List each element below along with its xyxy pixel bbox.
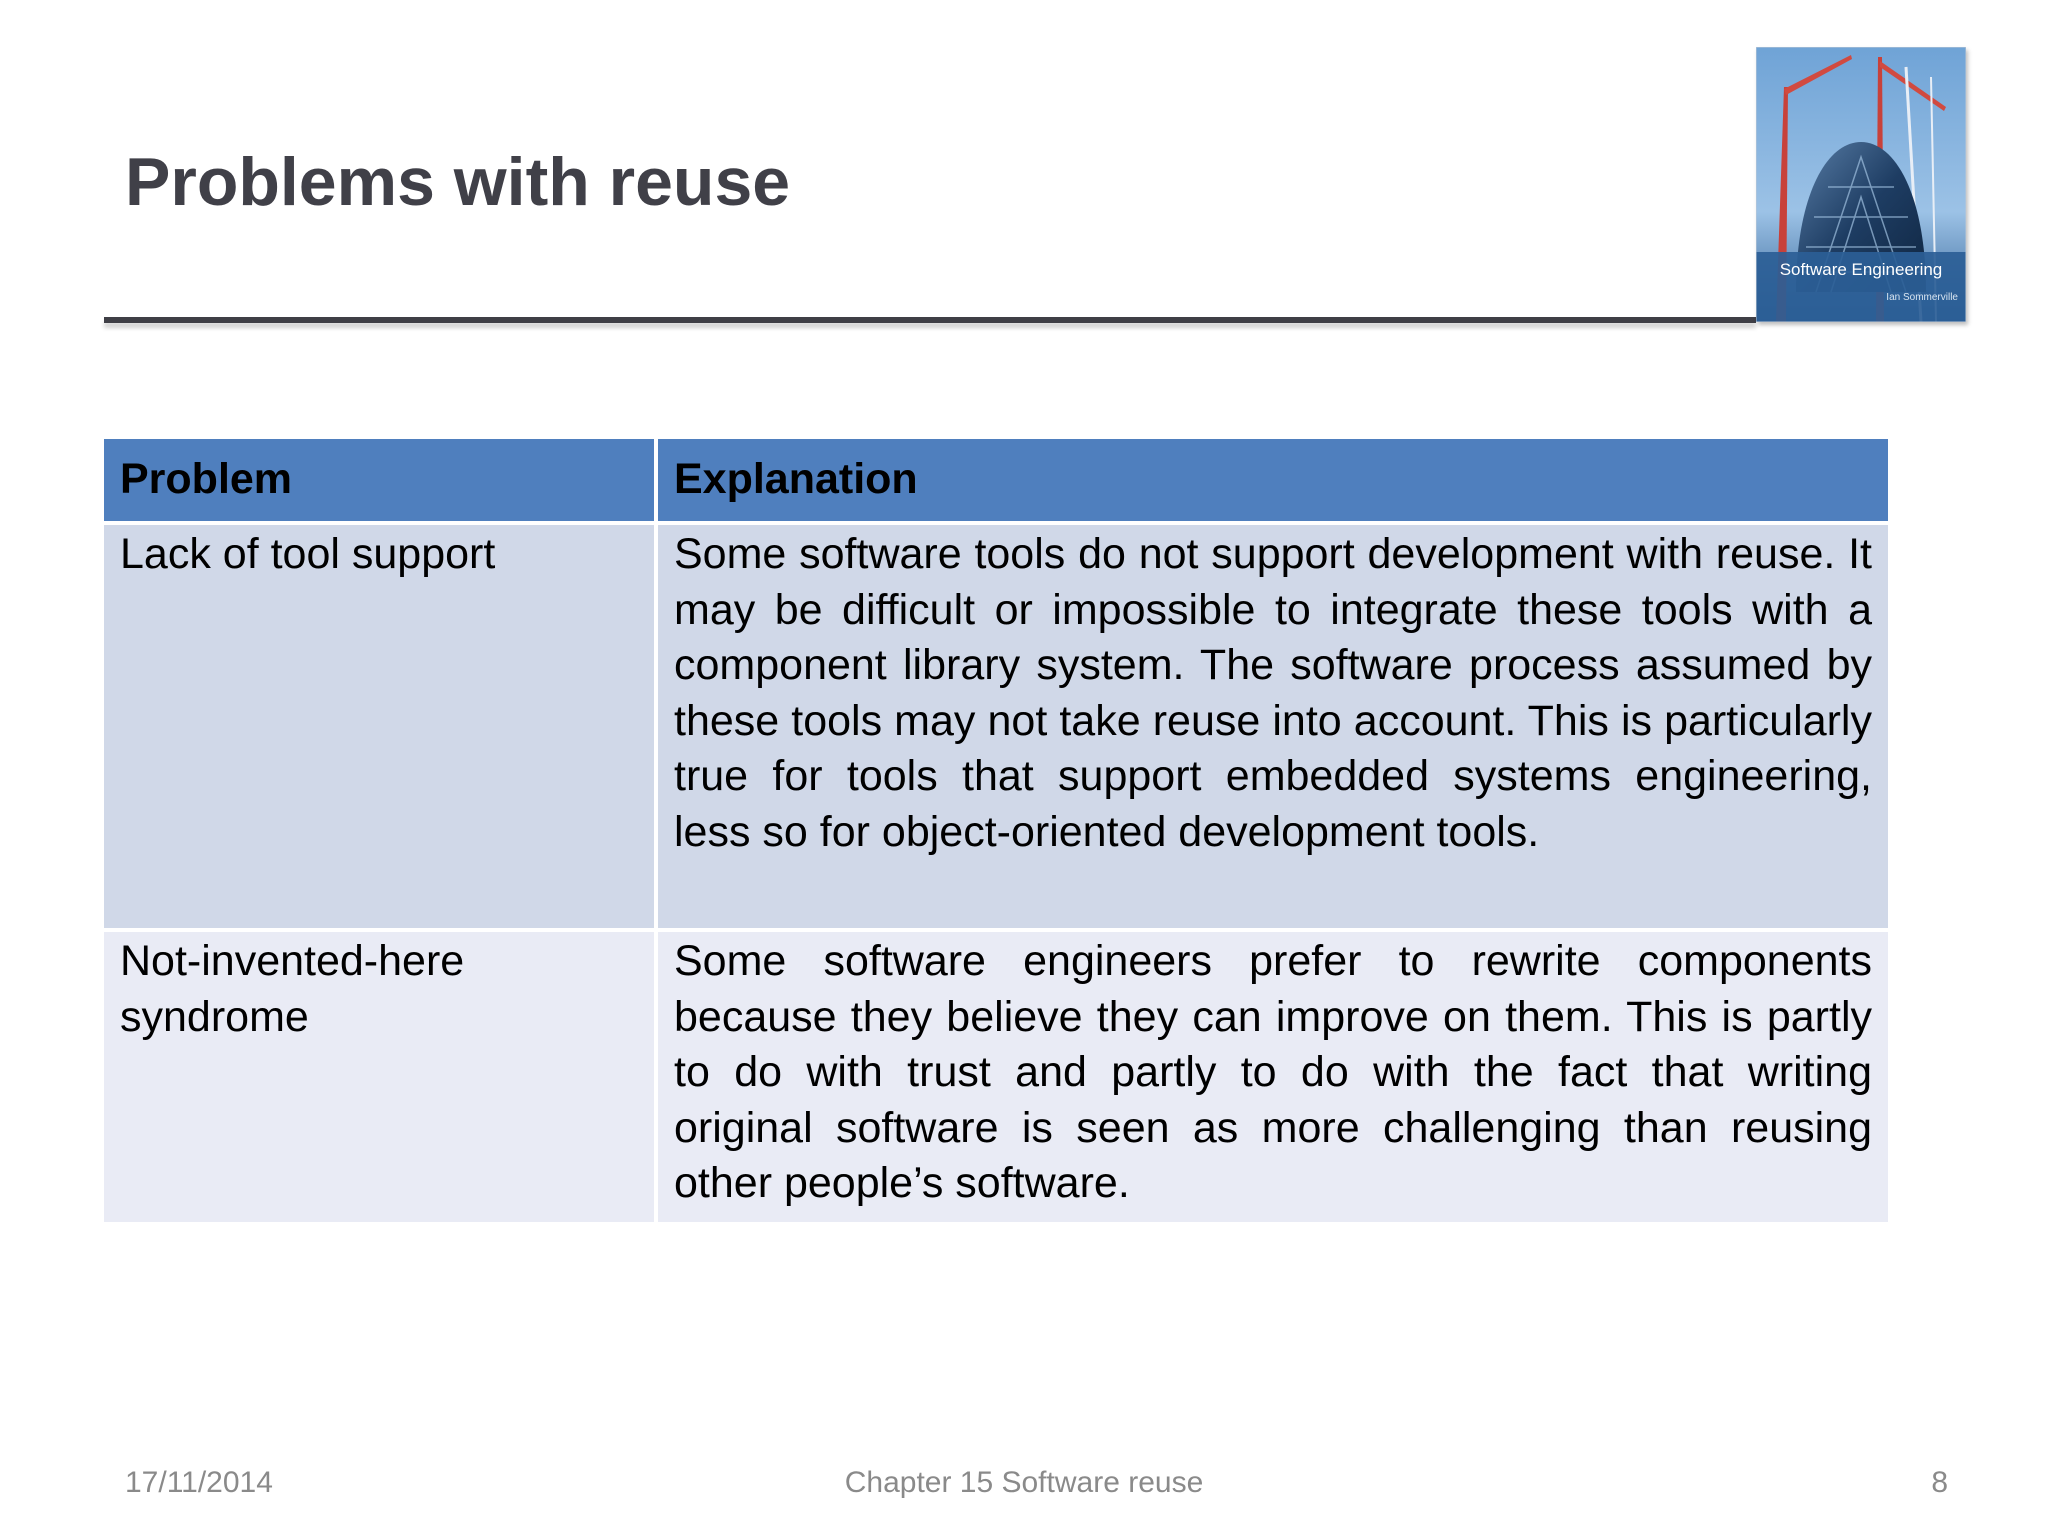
slide-title: Problems with reuse <box>125 144 791 220</box>
header-explanation: Explanation <box>658 439 1888 521</box>
footer-page-number: 8 <box>1931 1466 1948 1499</box>
table-row <box>104 932 1888 1222</box>
title-divider <box>104 317 1756 323</box>
problems-table <box>100 435 1892 1226</box>
cover-title: Software Engineering <box>1779 260 1943 279</box>
footer-date: 17/11/2014 <box>125 1466 273 1499</box>
explanation-cell: Some software tools do not support development with reuse. It may be difficult or impossible to integrate these tools with a component library system. The software process assumed by these tools may not take reuse into account. This is particularly true for tools that support embedded systems engineering, less so for object-oriented development tools. <box>658 525 1888 928</box>
header-problem: Problem <box>104 439 654 521</box>
explanation-cell: Some software engineers prefer to rewrite components because they believe they can improve on them. This is partly to do with trust and partly to do with the fact that writing original software is seen as more challenging than reusing other people’s software. <box>658 932 1888 1222</box>
table-header-row <box>104 439 1888 521</box>
table-row <box>104 525 1888 928</box>
footer-chapter: Chapter 15 Software reuse <box>844 1466 1204 1499</box>
problem-cell: Not-invented-here syndrome <box>104 932 654 1222</box>
book-cover-image <box>1756 47 1966 322</box>
problem-cell: Lack of tool support <box>104 525 654 928</box>
cover-author: Ian Sommerville <box>1886 292 1958 303</box>
